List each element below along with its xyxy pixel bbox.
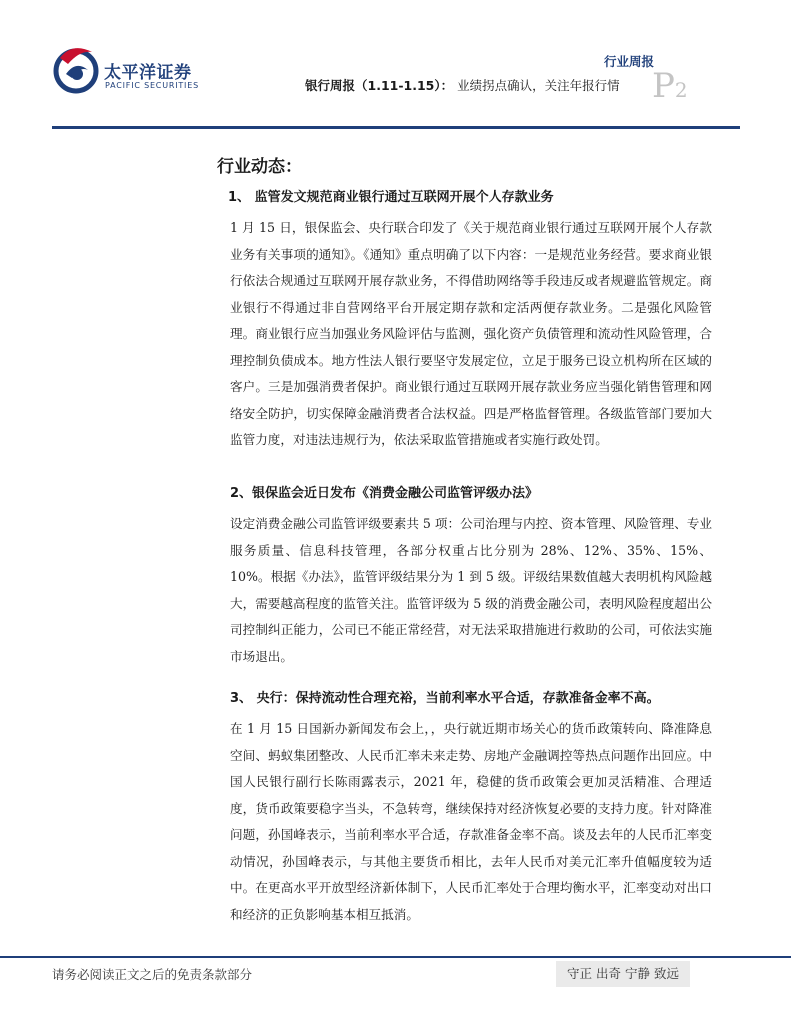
news-item-1 [230,186,712,454]
report-header-title [305,76,620,94]
page-number [652,66,688,106]
header-divider [52,126,740,129]
report-category-tag: 行业周报 [603,54,654,69]
news-item-title: 2、银保监会近日发布《消费金融公司监管评级办法》 [230,486,539,501]
news-item-body: 1 月 15 日，银保监会、央行联合印发了《关于规范商业银行通过互联网开展个人存款业务有关事项的通知》。《通知》重点明确了以下内容：一是规范业务经营。要求商业银行依法合规通过互联网开展存款业务，不得借助网络等手段违反或者规避监管规定。商业银行不得通过非自营网络平台开展定期存款和定活两便存款业务。二是强化风险管理。商业银行应当加强业务风险评估与监测，强化资产负债管理和流动性风险管理，合理控制负债成本。地方性法人银行要坚守发展定位，立足于服务已设立机构所在区域的客户。三是加强消费者保护。商业银行通过互联网开展存款业务应当强化销售管理和网络安全防护，切实保障金融消费者合法权益。四是严格监督管理。各级监管部门要加大监管力度，对违法违规行为，依法采取监管措施或者实施行政处罚。 [230,220,712,447]
news-item-3 [230,687,712,928]
brand-name-cn: 太平洋证券 [104,63,192,83]
footer-disclaimer: 请务必阅读正文之后的免责条款部分 [52,967,253,982]
footer-divider [0,956,791,958]
report-subtitle: 业绩拐点确认，关注年报行情 [457,78,620,93]
news-item-title: 3、 央行：保持流动性合理充裕，当前利率水平合适，存款准备金率不高。 [230,691,660,706]
footer-motto: 守正 出奇 宁静 致远 [556,961,690,987]
brand-name-en: PACIFIC SECURITIES [105,81,199,90]
news-item-body: 在 1 月 15 日国新办新闻发布会上，，央行就近期市场关心的货币政策转向、降准降息空间、蚂蚁集团整改、人民币汇率未来走势、房地产金融调控等热点问题作出回应。中国人民银行副行长陈雨露表示，2021 年，稳健的货币政策会更加灵活精准、合理适度，货币政策要稳字当头，不急转弯，继续保持对经济恢复必要的支持力度。针对降准问题，孙国峰表示，当前利率水平合适，存款准备金率不高。谈及去年的人民币汇率变动情况，孙国峰表示，与其他主要货币相比，去年人民币对美元汇率升值幅度较为适中。在更高水平开放型经济新体制下，人民币汇率处于合理均衡水平，汇率变动对出口和经济的正负影响基本相互抵消。 [230,721,712,922]
company-logo [52,44,212,100]
news-item-title: 1、 监管发文规范商业银行通过互联网开展个人存款业务 [228,190,554,205]
pacific-logo-icon [52,44,100,96]
page-digit: 2 [674,78,688,102]
news-item-2 [230,482,712,670]
section-heading: 行业动态： [217,157,302,177]
page-letter: P [652,66,675,106]
news-item-body: 设定消费金融公司监管评级要素共 5 项：公司治理与内控、资本管理、风险管理、专业服务质量、信息科技管理，各部分权重占比分别为 28%、12%、35%、15%、10%。根据《办法》，监管评级结果分为 1 到 5 级。评级结果数值越大表明机构风险越大，需要越高程度的监管关注。监管评级为 5 级的消费金融公司，表明风险程度超出公司控制纠正能力，公司已不能正常经营，对无法采取措施进行救助的公司，可依法实施市场退出。 [230,516,712,664]
report-title: 银行周报（1.11-1.15）： [305,78,454,93]
